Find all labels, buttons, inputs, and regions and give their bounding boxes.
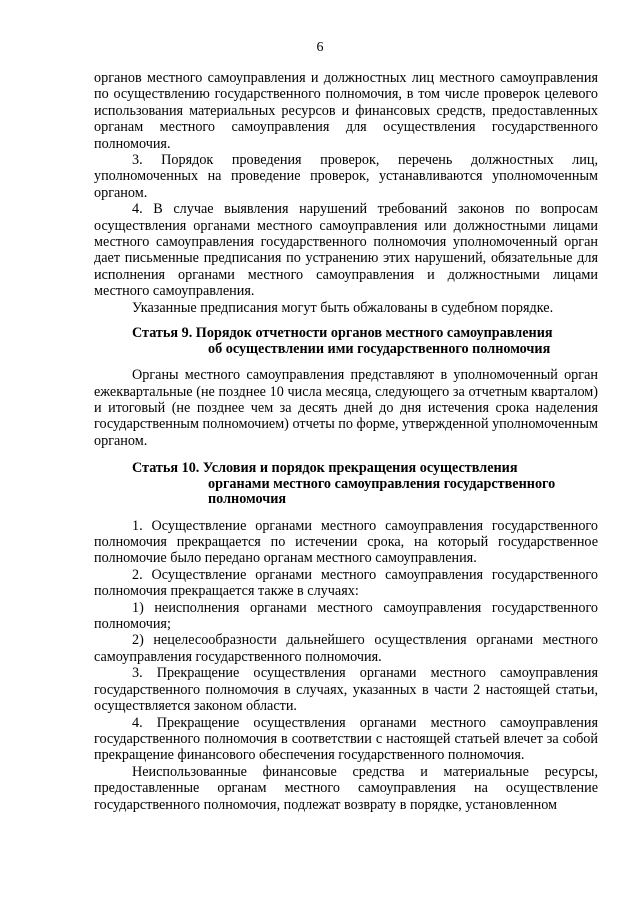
- paragraph-item-4: 4. В случае выявления нарушений требований законов по вопросам осуществления органами местного самоуправления или должностными лицами местного самоуправления государственного полномочия уполномоченный орган дает письменные предписания по устранению этих нарушений, обязательные для исполнения органами местного самоуправления и должностными лицами местного самоуправления.: [94, 201, 598, 300]
- paragraph-item-3: 3. Порядок проведения проверок, перечень должностных лиц, уполномоченных на проведение проверок, устанавливаются уполномоченным органом.: [94, 152, 598, 201]
- page-number: 6: [316, 40, 324, 55]
- article-10-list-item-2: 2) нецелесообразности дальнейшего осуществления органами местного самоуправления государственного полномочия.: [94, 632, 598, 665]
- article-10-heading: [94, 461, 598, 508]
- article-10-paragraph-unused-funds: Неиспользованные финансовые средства и материальные ресурсы, предоставленные органам местного самоуправления на осуществление государственного полномочия, подлежат возврату в порядке, установленном: [94, 763, 598, 813]
- article-10-paragraph-3: 3. Прекращение осуществления органами местного самоуправления государственного полномочия в случаях, указанных в части 2 настоящей статьи, осуществляется законом области.: [94, 665, 598, 715]
- article-10-list-item-1: 1) неисполнения органами местного самоуправления государственного полномочия;: [94, 599, 598, 633]
- article-9-heading: [94, 326, 598, 357]
- article-10-title-line2: органами местного самоуправления государственного: [208, 475, 556, 492]
- article-9-title-line1: Статья 9. Порядок отчетности органов местного самоуправления: [132, 325, 553, 342]
- article-10-paragraph-4: 4. Прекращение осуществления органами местного самоуправления государственного полномочия в соответствии с настоящей статьей влечет за собой прекращение финансового обеспечения государственного полномочия.: [94, 714, 598, 764]
- article-10-paragraph-1: 1. Осуществление органами местного самоуправления государственного полномочия прекращается по истечении срока, на который государственное полномочие было передано органам местного самоуправления.: [94, 517, 598, 567]
- paragraph-continuation: органов местного самоуправления и должностных лиц местного самоуправления по осуществлению государственного полномочия, в том числе проверок целевого использования материальных ресурсов и финансовых средств, предоставленных органам местного самоуправления для осуществления государственного полномочия.: [94, 70, 598, 152]
- document-body: [94, 70, 598, 813]
- article-9-paragraph: Органы местного самоуправления представляют в уполномоченный орган ежеквартальные (не позднее 10 числа месяца, следующего за отчетным кварталом) и итоговый (не позднее чем за десять дней до дня истечения срока наделения государственным полномочием) отчеты по форме, утвержденной уполномоченным органом.: [94, 367, 598, 449]
- article-10-paragraph-2: 2. Осуществление органами местного самоуправления государственного полномочия прекращается также в случаях:: [94, 566, 598, 600]
- paragraph-appeal-note: Указанные предписания могут быть обжалованы в судебном порядке.: [132, 299, 554, 316]
- article-10-title-line1: Статья 10. Условия и порядок прекращения осуществления: [132, 460, 518, 477]
- article-9-title-line2: об осуществлении ими государственного полномочия: [208, 340, 551, 357]
- article-10-title-line3: полномочия: [208, 491, 287, 508]
